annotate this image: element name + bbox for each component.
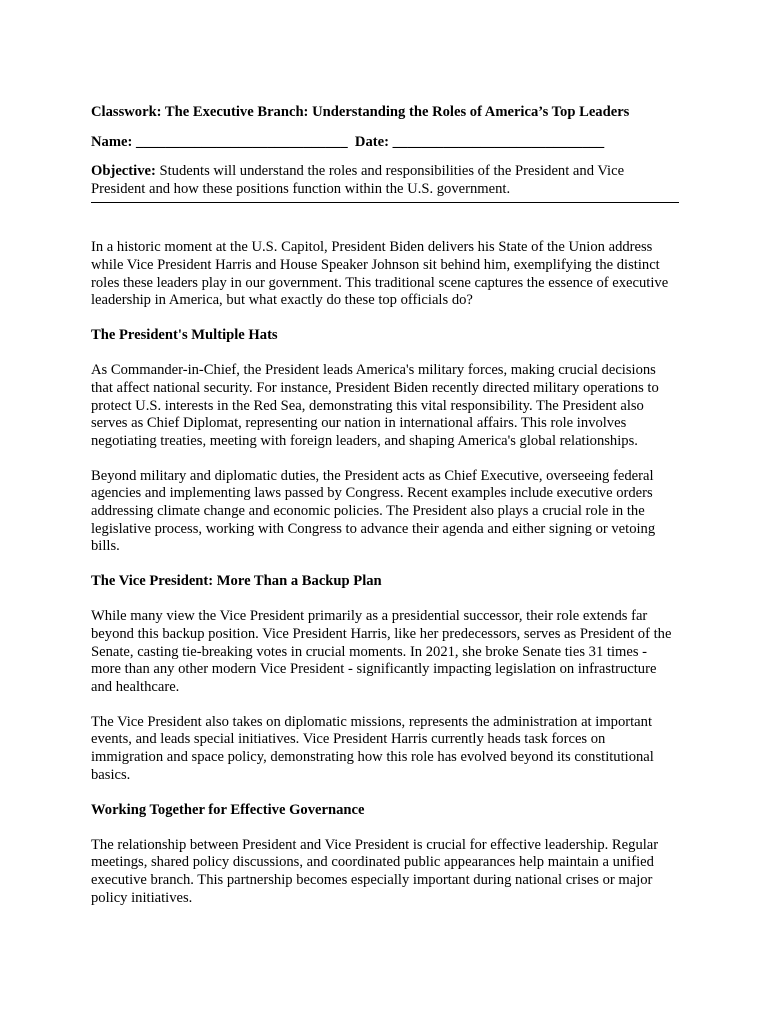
president-paragraph-1: As Commander-in-Chief, the President leads America's military forces, making crucial decisions that affect national security. For instance, President Biden recently directed military operations to protect U.S. interests in the Red Sea, demonstrating this vital responsibility. The President also serves as Chief Diplomat, representing our nation in international affairs. This role involves negotiating treaties, meeting with foreign leaders, and shaping America's global relationships. [91, 362, 659, 449]
worksheet-title: Classwork: The Executive Branch: Understanding the Roles of America’s Top Leaders [91, 104, 630, 120]
intro-paragraph: In a historic moment at the U.S. Capitol, President Biden delivers his State of the Union address while Vice President Harris and House Speaker Johnson sit behind him, exemplifying the distinct roles these leaders play in our government. This traditional scene captures the essence of executive leadership in America, but what exactly do these top officials do? [91, 239, 669, 309]
objective [91, 163, 679, 198]
vice-president-paragraph-2: The Vice President also takes on diplomatic missions, represents the administration at important events, and leads special initiatives. Vice President Harris currently heads task forces on immigration and space policy, demonstrating how this role has evolved beyond its constitutional basics. [91, 713, 654, 783]
date-blank: _____________________________ [392, 133, 605, 150]
vice-president-paragraph-1: While many view the Vice President primarily as a presidential successor, their role extends far beyond this backup position. Vice President Harris, like her predecessors, serves as President of the Senate, casting tie-breaking votes in crucial moments. In 2021, she broke Senate ties 31 times - more than any other modern Vice President - significantly impacting legislation on infrastructure and healthcare. [91, 608, 672, 695]
horizontal-divider [91, 202, 679, 203]
worksheet-page [91, 104, 679, 907]
date-label: Date: [354, 133, 389, 150]
president-paragraph-2: Beyond military and diplomatic duties, the President acts as Chief Executive, overseeing federal agencies and implementing laws passed by Congress. Recent examples include executive orders addressing climate change and economic policies. The President also plays a crucial role in the legislative process, working with Congress to advance their agenda and either signing or vetoing bills. [91, 467, 656, 555]
section-heading-working-together: Working Together for Effective Governance [91, 801, 365, 818]
objective-label: Objective: [91, 163, 156, 180]
name-blank: _____________________________ [136, 133, 348, 150]
objective-text: Students will understand the roles and responsibilities of the President and Vice President and how these positions function within the U.S. government. [91, 163, 625, 197]
name-date-row [91, 134, 679, 152]
section-heading-president: The President's Multiple Hats [91, 327, 278, 344]
name-label: Name: [91, 133, 133, 150]
section-heading-vice-president: The Vice President: More Than a Backup Plan [91, 573, 382, 590]
working-together-paragraph: The relationship between President and Vice President is crucial for effective leadership. Regular meetings, shared policy discussions, and coordinated public appearances help maintain a unified executive branch. This partnership becomes especially important during national crises or major policy initiatives. [91, 836, 659, 906]
